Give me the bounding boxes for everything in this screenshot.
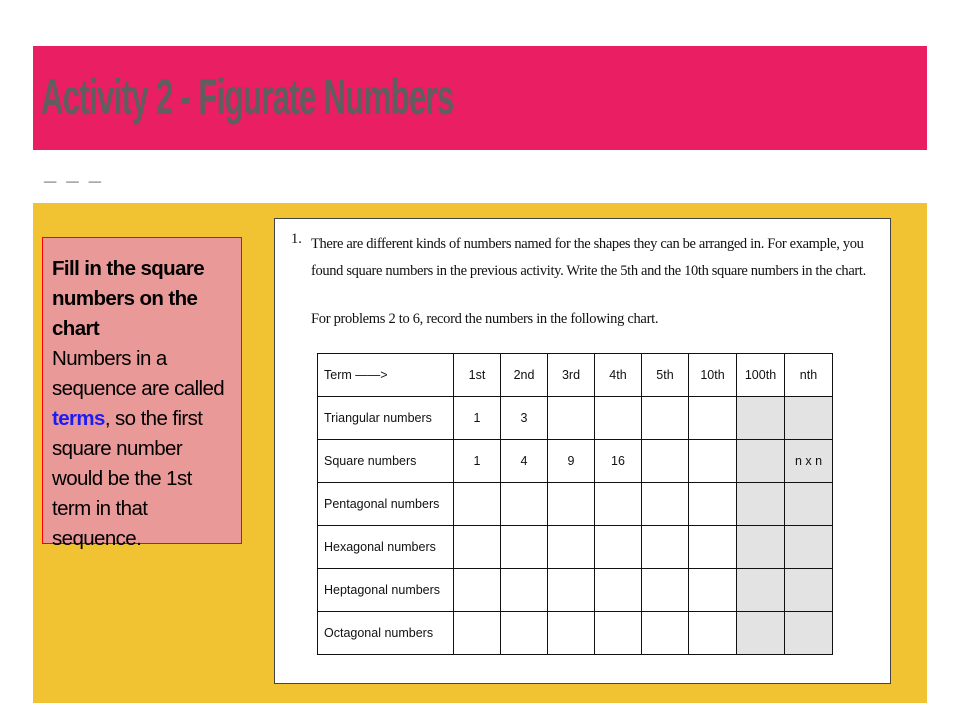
table-cell [689, 569, 737, 612]
table-cell [642, 397, 689, 440]
table-row [318, 440, 833, 483]
table-cell-shaded [737, 569, 785, 612]
title-bar [33, 46, 927, 150]
table-cell [689, 612, 737, 655]
table-cell [642, 612, 689, 655]
table-cell [642, 483, 689, 526]
table-row [318, 397, 833, 440]
table-cell [454, 483, 501, 526]
row-label-pentagonal: Pentagonal numbers [318, 483, 454, 526]
header-5th: 5th [642, 354, 689, 397]
table-cell [548, 397, 595, 440]
slide-title: Activity 2 - Figurate Numbers [41, 69, 454, 125]
table-cell [454, 612, 501, 655]
table-cell [595, 569, 642, 612]
table-cell: 3 [501, 397, 548, 440]
table-cell [548, 569, 595, 612]
table-cell [689, 483, 737, 526]
table-cell [689, 526, 737, 569]
table-cell [689, 397, 737, 440]
table-cell-shaded [785, 526, 833, 569]
table-cell [501, 569, 548, 612]
note-text-after: , so the first square number would be the 1st term in that sequence. [52, 407, 203, 550]
note-text-before: Numbers in a sequence are called [52, 347, 225, 400]
table-row [318, 526, 833, 569]
figurate-numbers-chart [317, 353, 833, 655]
header-100th: 100th [737, 354, 785, 397]
table-cell [548, 483, 595, 526]
row-label-triangular: Triangular numbers [318, 397, 454, 440]
table-cell [595, 397, 642, 440]
table-cell [501, 526, 548, 569]
header-nth: nth [785, 354, 833, 397]
table-cell [595, 483, 642, 526]
table-cell-shaded [737, 397, 785, 440]
row-label-square: Square numbers [318, 440, 454, 483]
table-cell [454, 569, 501, 612]
header-3rd: 3rd [548, 354, 595, 397]
table-cell-shaded: n x n [785, 440, 833, 483]
question-number: 1. [291, 231, 302, 247]
note-box [42, 237, 242, 550]
header-10th: 10th [689, 354, 737, 397]
table-cell-shaded [785, 612, 833, 655]
table-cell [642, 440, 689, 483]
note-heading: Fill in the square numbers on the chart [52, 257, 205, 340]
table-cell-shaded [737, 526, 785, 569]
table-cell-shaded [785, 397, 833, 440]
note-term-highlight: terms [52, 407, 105, 430]
header-term: Term ——> [318, 354, 454, 397]
table-cell [642, 526, 689, 569]
table-cell-shaded [737, 440, 785, 483]
table-cell [501, 612, 548, 655]
table-cell [548, 612, 595, 655]
table-cell: 1 [454, 440, 501, 483]
table-cell [689, 440, 737, 483]
instruction-text: For problems 2 to 6, record the numbers in the following chart. [311, 311, 659, 327]
worksheet-image [274, 218, 891, 684]
table-row [318, 483, 833, 526]
table-cell: 9 [548, 440, 595, 483]
row-label-octagonal: Octagonal numbers [318, 612, 454, 655]
row-label-heptagonal: Heptagonal numbers [318, 569, 454, 612]
table-row [318, 612, 833, 655]
table-row [318, 569, 833, 612]
header-1st: 1st [454, 354, 501, 397]
table-cell [548, 526, 595, 569]
question-text: There are different kinds of numbers named for the shapes they can be arranged in. For example, you found square numbers in the previous activity. Write the 5th and the 10th square numbers in the chart. [311, 236, 866, 279]
table-cell [454, 526, 501, 569]
table-cell [501, 483, 548, 526]
header-4th: 4th [595, 354, 642, 397]
row-label-hexagonal: Hexagonal numbers [318, 526, 454, 569]
table-cell-shaded [785, 483, 833, 526]
table-cell [595, 612, 642, 655]
table-cell-shaded [737, 483, 785, 526]
title-separator: _ _ _ [44, 160, 103, 185]
table-cell [642, 569, 689, 612]
table-cell-shaded [785, 569, 833, 612]
table-cell [595, 526, 642, 569]
table-cell: 1 [454, 397, 501, 440]
chart-header-row [318, 354, 833, 397]
table-cell: 16 [595, 440, 642, 483]
header-2nd: 2nd [501, 354, 548, 397]
table-cell-shaded [737, 612, 785, 655]
table-cell: 4 [501, 440, 548, 483]
